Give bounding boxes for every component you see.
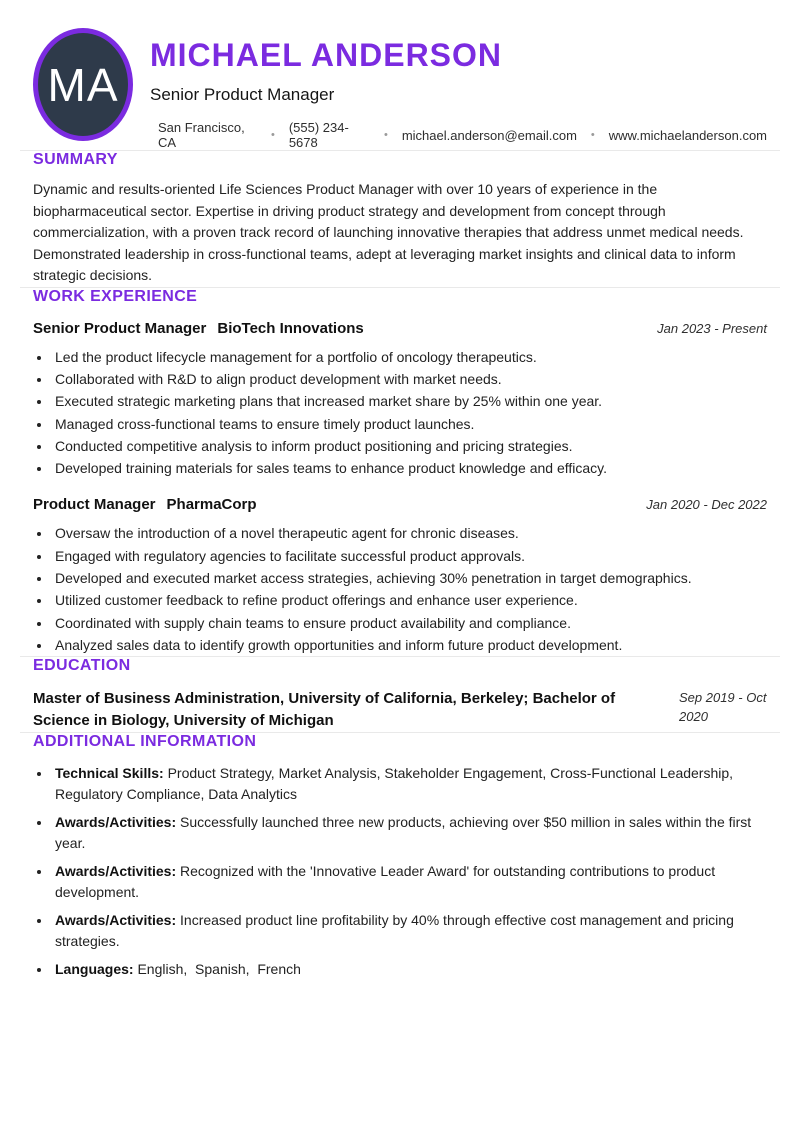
contact-email: michael.anderson@email.com [401, 127, 577, 143]
job-bullet: • Developed training materials for sales teams to enhance product knowledge and efficacy. [52, 457, 767, 479]
additional-info-label: Technical Skills: [55, 765, 164, 782]
job-dates: Jan 2020 - Dec 2022 [646, 497, 767, 513]
resume-header [33, 28, 767, 150]
contact-separator: • [383, 129, 388, 142]
job-title-row [33, 496, 257, 513]
job-entry [33, 496, 767, 656]
job-title-row [33, 320, 364, 337]
job-title: Product Manager [33, 496, 156, 514]
summary-heading: SUMMARY [33, 151, 118, 169]
job-company: PharmaCorp [166, 496, 257, 514]
additional-info-text: Successfully launched three new products, achieving over $50 million in sales within the first year. [55, 814, 756, 852]
job-title: Senior Product Manager [33, 319, 207, 337]
additional-info-label: Awards/Activities: [55, 814, 177, 831]
education-section [33, 657, 767, 732]
job-bullet: • Utilized customer feedback to refine product offerings and enhance user experience. [52, 589, 767, 611]
education-dates: Sep 2019 - Oct 2020 [679, 690, 767, 725]
additional-info-text: Product Strategy, Market Analysis, Stakeholder Engagement, Cross-Functional Leadership, Regulatory Compliance, Data Analytics [55, 765, 737, 803]
additional-information-section [33, 733, 767, 980]
avatar [33, 28, 133, 141]
job-header [33, 320, 767, 337]
additional-info-label: Languages: [55, 961, 134, 978]
contact-separator: • [590, 129, 595, 142]
job-bullet: • Managed cross-functional teams to ensure timely product launches. [52, 413, 767, 435]
job-bullet: • Analyzed sales data to identify growth opportunities and inform future product development. [52, 634, 767, 656]
contact-phone: (555) 234-5678 [288, 120, 349, 151]
job-bullet: • Developed and executed market access strategies, achieving 30% penetration in target demographics. [52, 567, 767, 589]
name-heading: MICHAEL ANDERSON [150, 37, 503, 73]
job-bullet: • Collaborated with R&D to align product development with market needs. [52, 368, 767, 390]
additional-info-item [52, 812, 767, 854]
additional-info-text: Increased product line profitability by 40% through effective cost management and pricing strategies. [55, 912, 738, 950]
job-bullet: • Led the product lifecycle management for a portfolio of oncology therapeutics. [52, 346, 767, 368]
work-experience-heading: WORK EXPERIENCE [33, 287, 198, 305]
header-text [150, 28, 767, 150]
additional-info-text: English, Spanish, French [137, 961, 301, 978]
job-bullet: • Engaged with regulatory agencies to facilitate successful product approvals. [52, 545, 767, 567]
education-entry [33, 688, 767, 732]
contact-location: San Francisco, CA [158, 120, 245, 151]
additional-info-label: Awards/Activities: [55, 912, 177, 929]
education-heading: EDUCATION [33, 657, 131, 675]
avatar-initials: MA [47, 58, 119, 111]
job-company: BioTech Innovations [217, 319, 364, 337]
additional-info-item [52, 959, 767, 980]
job-bullet-list [33, 522, 767, 656]
additional-info-list [33, 763, 767, 980]
job-bullet: • Executed strategic marketing plans that increased market share by 25% within one year. [52, 390, 767, 412]
job-dates: Jan 2023 - Present [657, 320, 767, 336]
summary-section [33, 151, 767, 287]
job-bullet: • Oversaw the introduction of a novel therapeutic agent for chronic diseases. [52, 522, 767, 544]
contact-separator: • [270, 129, 275, 142]
summary-text: Dynamic and results-oriented Life Sciences Product Manager with over 10 years of experience in the biopharmaceutical sector. Expertise in driving product strategy and development from concept through commercialization, with a proven track record of launching innovative therapies that address unmet medical needs. Demonstrated leadership in cross-functional teams, adept at leveraging market insights and clinical data to inform strategic decisions. [33, 181, 744, 284]
additional-information-heading: ADDITIONAL INFORMATION [33, 733, 257, 751]
job-bullet: • Conducted competitive analysis to inform product positioning and pricing strategies. [52, 435, 767, 457]
job-bullet: • Coordinated with supply chain teams to ensure product availability and compliance. [52, 612, 767, 634]
additional-info-label: Awards/Activities: [55, 863, 177, 880]
job-header [33, 496, 767, 513]
additional-info-item [52, 910, 767, 952]
contact-website: www.michaelanderson.com [608, 127, 767, 143]
work-experience-section [33, 288, 767, 657]
job-entry [33, 320, 767, 480]
education-degree: Master of Business Administration, University of California, Berkeley; Bachelor of Science in Biology, University of Michigan [33, 690, 616, 730]
additional-info-text: Recognized with the 'Innovative Leader Award' for outstanding contributions to product development. [55, 863, 719, 901]
contact-row [158, 120, 767, 150]
additional-info-item [52, 861, 767, 903]
additional-info-item [52, 763, 767, 805]
professional-title: Senior Product Manager [150, 85, 335, 105]
job-bullet-list [33, 346, 767, 480]
